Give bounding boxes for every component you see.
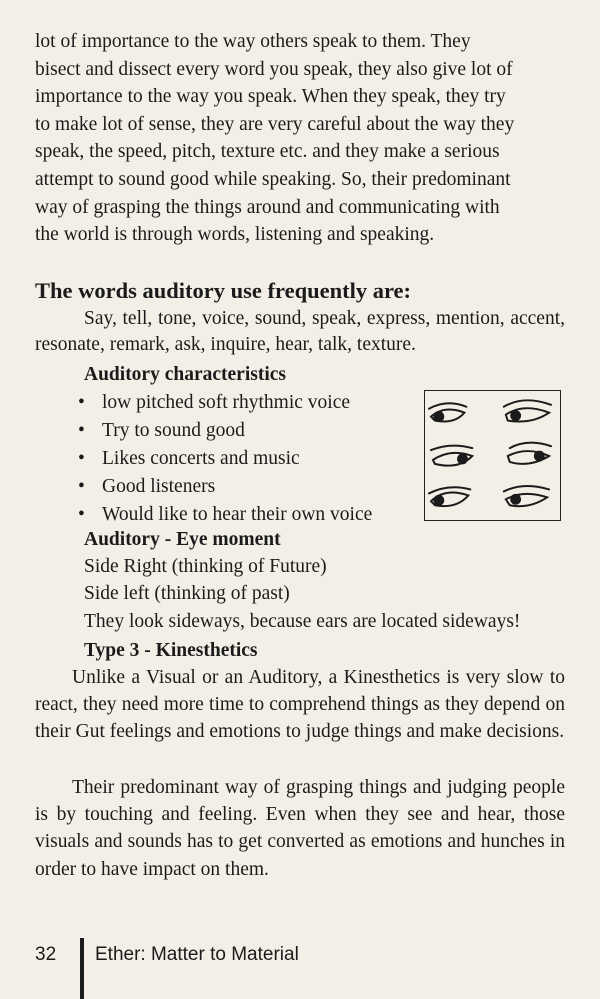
bullet-icon: • <box>78 392 85 413</box>
page-footer <box>35 938 575 998</box>
intro-line: to make lot of sense, they are very careful about the way they <box>35 113 515 135</box>
eyes-looking-sideways-icon <box>425 391 560 520</box>
eye-moment-line: Side left (thinking of past) <box>84 583 290 604</box>
eye-pair-row-1 <box>429 400 551 421</box>
list-item <box>78 501 408 529</box>
book-title: Ether: Matter to Material <box>95 944 299 965</box>
words-list: Say, tell, tone, voice, sound, speak, express, mention, accent, resonate, remark, ask, inquire, hear, talk, texture. <box>35 308 565 355</box>
intro-paragraph <box>35 28 565 249</box>
list-item <box>78 389 408 417</box>
intro-line: attempt to sound good while speaking. So, their predominant <box>35 168 511 190</box>
footer-divider <box>80 938 84 999</box>
list-item-text: Would like to hear their own voice <box>102 504 373 525</box>
intro-line: the world is through words, listening and speaking. <box>35 224 435 246</box>
list-item-text: Try to sound good <box>102 420 245 441</box>
eye-moment-heading: Auditory - Eye moment <box>84 529 281 550</box>
bullet-icon: • <box>78 448 85 469</box>
eye-illustration <box>424 390 561 521</box>
eye-moment-line: They look sideways, because ears are located sideways! <box>84 611 521 632</box>
eye-pair-row-2 <box>431 443 551 466</box>
intro-line: bisect and dissect every word you speak, they also give lot of <box>35 58 513 80</box>
bullet-icon: • <box>78 476 85 497</box>
characteristics-list <box>78 389 408 529</box>
list-item-text: low pitched soft rhythmic voice <box>102 392 351 413</box>
intro-line: way of grasping the things around and communicating with <box>35 196 500 218</box>
list-item-text: Likes concerts and music <box>102 448 300 469</box>
characteristics-heading: Auditory characteristics <box>84 364 286 385</box>
eye-pair-row-3 <box>429 486 549 506</box>
list-item <box>78 473 408 501</box>
intro-line: lot of importance to the way others speak to them. They <box>35 31 471 52</box>
intro-line: importance to the way you speak. When they speak, they try <box>35 86 506 108</box>
list-item-text: Good listeners <box>102 476 216 497</box>
bullet-icon: • <box>78 420 85 441</box>
type3-heading: Type 3 - Kinesthetics <box>84 640 258 661</box>
bullet-icon: • <box>78 504 85 525</box>
list-item <box>78 445 408 473</box>
eye-moment-line: Side Right (thinking of Future) <box>84 556 327 577</box>
kinesthetics-paragraph-2: Their predominant way of grasping things and judging people is by touching and feeling. Even when they see and hear, those visuals and sounds has to get converted as emotions and hunches in order to have impact on them. <box>35 777 565 880</box>
page-number: 32 <box>35 944 57 965</box>
list-item <box>78 417 408 445</box>
intro-line: speak, the speed, pitch, texture etc. and they make a serious <box>35 141 500 163</box>
words-heading: The words auditory use frequently are: <box>35 278 412 303</box>
kinesthetics-paragraph-1: Unlike a Visual or an Auditory, a Kinesthetics is very slow to react, they need more time to comprehend things as they depend on their Gut feelings and emotions to judge things and make decisions. <box>35 667 565 743</box>
